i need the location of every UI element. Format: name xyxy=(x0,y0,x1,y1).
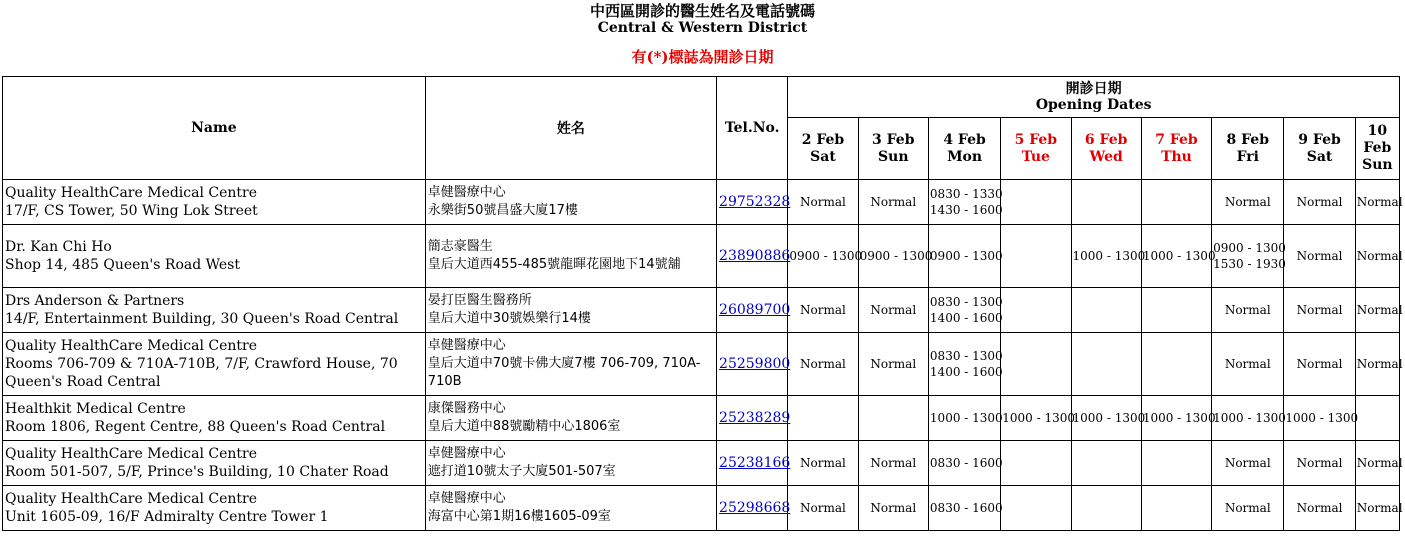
table-row xyxy=(3,396,1400,441)
opening-slot-cell xyxy=(1071,441,1141,486)
clinic-name-cell xyxy=(3,396,426,441)
opening-slot-cell xyxy=(1355,396,1399,441)
clinic-chinese-name-cell xyxy=(425,288,716,333)
tel-link[interactable]: 25238166 xyxy=(719,455,791,471)
clinic-address: Unit 1605-09, 16/F Admiralty Centre Tower 1 xyxy=(5,509,329,525)
clinic-chinese-name-cell xyxy=(425,225,716,288)
day-of-week: Fri xyxy=(1236,148,1259,165)
clinic-name: Healthkit Medical Centre xyxy=(5,401,186,417)
page-title-en: Central & Western District xyxy=(597,20,808,36)
opening-slot-cell xyxy=(928,225,1003,288)
clinic-name-cell xyxy=(3,333,426,396)
tel-cell xyxy=(717,396,791,441)
opening-slot-cell xyxy=(858,486,928,531)
opening-slot-cell xyxy=(1141,288,1211,333)
opening-slot-cell xyxy=(1071,180,1141,225)
opening-slot-cell xyxy=(1071,396,1146,441)
opening-slot-text: 0830 - 1300 xyxy=(929,295,1003,309)
opening-slot-cell xyxy=(1355,225,1403,288)
opening-slot-cell xyxy=(1071,486,1141,531)
opening-slot-text: Normal xyxy=(1356,303,1403,317)
opening-slot-cell xyxy=(1212,225,1284,288)
opening-slot-text: Normal xyxy=(1356,357,1403,371)
opening-slot-text: 0830 - 1300 xyxy=(929,349,1003,363)
clinic-name: Dr. Kan Chi Ho xyxy=(5,239,112,255)
opening-slot-text: Normal xyxy=(1296,195,1343,209)
opening-slot-text: Normal xyxy=(870,501,917,515)
day-header xyxy=(1141,118,1211,180)
opening-slot-cell xyxy=(788,441,858,486)
clinic-name: Quality HealthCare Medical Centre xyxy=(5,338,258,354)
opening-slot-cell xyxy=(1141,225,1216,288)
clinic-chinese-address: 皇后大道西455-485號龍暉花園地下14號舖 xyxy=(427,257,681,272)
tel-cell xyxy=(717,180,791,225)
day-date: 4 Feb xyxy=(943,131,986,148)
opening-slot-cell xyxy=(1212,288,1284,333)
clinic-name-cell xyxy=(3,441,426,486)
opening-slot-cell xyxy=(1284,225,1355,288)
table-row xyxy=(3,225,1400,288)
clinic-chinese-name-cell xyxy=(425,180,716,225)
opening-slot-cell xyxy=(788,333,858,396)
opening-slot-text: 1530 - 1930 xyxy=(1213,257,1286,271)
day-header xyxy=(1355,118,1399,180)
opening-slot-cell xyxy=(1212,396,1284,441)
opening-slot-cell xyxy=(1141,396,1216,441)
opening-slot-text: Normal xyxy=(800,456,846,470)
opening-slot-cell xyxy=(1001,486,1071,531)
opening-slot-text: 0830 - 1600 xyxy=(929,456,1003,470)
clinic-name: Drs Anderson & Partners xyxy=(5,293,185,309)
opening-slot-cell xyxy=(1001,225,1071,288)
opening-slot-cell xyxy=(1355,486,1403,531)
clinic-chinese-name: 卓健醫療中心 xyxy=(427,185,506,200)
clinic-chinese-address: 皇后大道中88號勵精中心1806室 xyxy=(427,419,621,434)
opening-slot-text: Normal xyxy=(800,357,846,371)
opening-slot-text: 1000 - 1300 xyxy=(1142,411,1216,425)
clinic-chinese-address: 海富中心第1期16樓1605-09室 xyxy=(427,509,611,524)
clinic-chinese-name: 卓健醫療中心 xyxy=(427,446,506,461)
opening-slot-text: 1400 - 1600 xyxy=(929,311,1003,325)
opening-slot-text: Normal xyxy=(800,195,846,209)
opening-slot-cell xyxy=(1355,180,1403,225)
tel-cell xyxy=(717,441,791,486)
clinic-table xyxy=(2,76,1403,531)
opening-slot-text: 1000 - 1300 xyxy=(929,411,1003,425)
day-header xyxy=(788,118,858,180)
opening-slot-text: 0900 - 1300 xyxy=(859,249,933,263)
opening-slot-cell xyxy=(1284,288,1355,333)
opening-slot-text: Normal xyxy=(1224,195,1271,209)
tel-link[interactable]: 25238289 xyxy=(719,410,791,426)
opening-slot-text: Normal xyxy=(1356,456,1403,470)
opening-slot-text: Normal xyxy=(1296,456,1343,470)
tel-cell xyxy=(717,333,791,396)
page-title-zh: 中西區開診的醫生姓名及電話號碼 xyxy=(589,2,815,20)
opening-slot-cell xyxy=(1355,288,1403,333)
col-header-name: Name xyxy=(3,77,426,180)
opening-slot-cell xyxy=(1001,333,1071,396)
clinic-chinese-address: 遮打道10號太子大廈501-507室 xyxy=(427,464,616,479)
clinic-address: Room 501-507, 5/F, Prince's Building, 10 Chater Road xyxy=(5,464,389,480)
table-row xyxy=(3,288,1400,333)
tel-cell xyxy=(717,288,791,333)
opening-slot-cell xyxy=(1001,396,1075,441)
clinic-chinese-name: 康傑醫務中心 xyxy=(427,401,506,416)
opening-slot-cell xyxy=(1212,180,1284,225)
clinic-table-body xyxy=(3,180,1403,531)
clinic-address: Shop 14, 485 Queen's Road West xyxy=(5,257,240,273)
opening-slot-text: Normal xyxy=(1296,501,1343,515)
opening-slot-text: 1000 - 1300 xyxy=(1285,411,1359,425)
clinic-chinese-address: 皇后大道中30號娛樂行14樓 xyxy=(427,311,591,326)
opening-slot-cell xyxy=(788,288,858,333)
opening-slot-text: Normal xyxy=(1224,357,1271,371)
clinic-name: Quality HealthCare Medical Centre xyxy=(5,446,258,462)
tel-cell xyxy=(717,225,791,288)
day-date: 10 Feb xyxy=(1363,123,1392,157)
clinic-address: Room 1806, Regent Centre, 88 Queen's Road Central xyxy=(5,419,386,435)
day-of-week: Tue xyxy=(1021,148,1050,165)
clinic-name-cell xyxy=(3,225,426,288)
opening-slot-cell xyxy=(858,441,928,486)
clinic-name: Quality HealthCare Medical Centre xyxy=(5,491,258,507)
clinic-name-cell xyxy=(3,288,426,333)
clinic-chinese-name-cell xyxy=(425,333,716,396)
tel-cell xyxy=(717,486,791,531)
opening-slot-text: 0830 - 1600 xyxy=(929,501,1003,515)
opening-note: 有(*)標誌為開診日期 xyxy=(631,48,774,66)
opening-slot-text: Normal xyxy=(800,501,846,515)
clinic-chinese-name-cell xyxy=(425,396,716,441)
opening-slot-cell xyxy=(858,333,928,396)
opening-slot-cell xyxy=(1071,333,1141,396)
day-header xyxy=(1071,118,1141,180)
opening-slot-text: 0900 - 1300 xyxy=(789,249,863,263)
opening-slot-text: 1000 - 1300 xyxy=(1002,411,1075,425)
opening-slot-text: Normal xyxy=(870,303,917,317)
clinic-chinese-name: 晏打臣醫生醫務所 xyxy=(427,293,532,308)
opening-slot-cell xyxy=(1141,333,1211,396)
table-row xyxy=(3,333,1400,396)
opening-slot-cell xyxy=(928,396,1003,441)
day-of-week: Sun xyxy=(1362,157,1393,174)
opening-slot-cell xyxy=(1284,180,1355,225)
day-of-week: Thu xyxy=(1161,148,1192,165)
opening-slot-text: Normal xyxy=(870,357,917,371)
day-header xyxy=(1001,118,1071,180)
clinic-address: 17/F, CS Tower, 50 Wing Lok Street xyxy=(5,203,258,219)
opening-slot-cell xyxy=(1284,441,1355,486)
day-header xyxy=(1284,118,1355,180)
clinic-chinese-name-cell xyxy=(425,486,716,531)
clinic-name-cell xyxy=(3,180,426,225)
opening-slot-text: Normal xyxy=(1356,501,1403,515)
tel-link[interactable]: 26089700 xyxy=(719,302,791,318)
opening-slot-text: 1000 - 1300 xyxy=(1213,411,1286,425)
day-of-week: Mon xyxy=(947,148,983,165)
clinic-chinese-address: 皇后大道中70號卡佛大廈7樓 706-709, 710A-710B xyxy=(427,356,701,389)
opening-slot-text: Normal xyxy=(1296,357,1343,371)
tel-link[interactable]: 25298668 xyxy=(719,500,791,516)
opening-slot-text: Normal xyxy=(1224,303,1271,317)
clinic-name: Quality HealthCare Medical Centre xyxy=(5,185,258,201)
tel-link[interactable]: 23890886 xyxy=(719,248,791,264)
opening-slot-cell xyxy=(928,180,1003,225)
col-header-opening-dates xyxy=(788,77,1400,118)
opening-slot-cell xyxy=(1212,333,1284,396)
opening-slot-cell xyxy=(928,333,1003,396)
opening-slot-text: Normal xyxy=(870,456,917,470)
opening-slot-cell xyxy=(1284,396,1359,441)
opening-slot-cell xyxy=(928,441,1003,486)
day-header xyxy=(1212,118,1284,180)
day-date: 2 Feb xyxy=(801,131,845,148)
opening-slot-text: 1000 - 1300 xyxy=(1142,249,1216,263)
opening-slot-cell xyxy=(1071,225,1146,288)
opening-slot-cell xyxy=(858,180,928,225)
opening-slot-cell xyxy=(1141,486,1211,531)
opening-slot-text: Normal xyxy=(1224,456,1271,470)
opening-slot-cell xyxy=(1284,333,1355,396)
day-of-week: Sat xyxy=(810,148,836,165)
day-of-week: Wed xyxy=(1089,148,1123,165)
day-of-week: Sat xyxy=(1306,148,1333,165)
opening-slot-text: 0830 - 1330 xyxy=(929,187,1003,201)
opening-slot-cell xyxy=(788,396,858,441)
day-date: 9 Feb xyxy=(1298,131,1341,148)
opening-slot-text: Normal xyxy=(1356,249,1403,263)
opening-slot-cell xyxy=(788,486,858,531)
opening-slot-text: 1000 - 1300 xyxy=(1072,249,1146,263)
day-header xyxy=(928,118,1000,180)
clinic-chinese-name: 簡志豪醫生 xyxy=(427,239,493,254)
day-header xyxy=(858,118,928,180)
clinic-chinese-name: 卓健醫療中心 xyxy=(427,491,506,506)
opening-slot-text: Normal xyxy=(1356,195,1403,209)
opening-slot-cell xyxy=(858,396,928,441)
day-of-week: Sun xyxy=(878,148,909,165)
opening-slot-cell xyxy=(1001,180,1071,225)
opening-slot-cell xyxy=(788,225,863,288)
opening-slot-text: Normal xyxy=(800,303,846,317)
opening-slot-cell xyxy=(928,486,1003,531)
opening-slot-cell xyxy=(1071,288,1141,333)
opening-slot-text: Normal xyxy=(1296,303,1343,317)
opening-slot-cell xyxy=(928,288,1003,333)
tel-link[interactable]: 29752328 xyxy=(719,194,791,210)
day-date: 6 Feb xyxy=(1084,131,1128,148)
opening-slot-cell xyxy=(1001,441,1071,486)
table-row xyxy=(3,180,1400,225)
day-date: 3 Feb xyxy=(872,131,915,148)
opening-dates-zh: 開診日期 xyxy=(1065,81,1122,98)
opening-slot-cell xyxy=(1355,333,1403,396)
opening-slot-text: 1400 - 1600 xyxy=(929,365,1003,379)
opening-slot-text: 0900 - 1300 xyxy=(929,249,1003,263)
opening-slot-cell xyxy=(1355,441,1403,486)
opening-slot-text: Normal xyxy=(870,195,917,209)
opening-slot-text: 1000 - 1300 xyxy=(1072,411,1146,425)
day-date: 5 Feb xyxy=(1014,131,1058,148)
opening-slot-cell xyxy=(1001,288,1071,333)
table-row xyxy=(3,441,1400,486)
opening-slot-cell xyxy=(858,288,928,333)
opening-slot-cell xyxy=(1284,486,1355,531)
opening-slot-text: Normal xyxy=(1224,501,1271,515)
opening-slot-text: 1430 - 1600 xyxy=(929,203,1003,217)
opening-slot-cell xyxy=(1212,486,1284,531)
opening-slot-cell xyxy=(858,225,933,288)
clinic-address: 14/F, Entertainment Building, 30 Queen's Road Central xyxy=(5,311,399,327)
clinic-address: Rooms 706-709 & 710A-710B, 7/F, Crawford House, 70 Queen's Road Central xyxy=(5,356,398,390)
day-date: 8 Feb xyxy=(1226,131,1269,148)
clinic-chinese-address: 永樂街50號昌盛大廈17樓 xyxy=(427,203,578,218)
opening-slot-cell xyxy=(1141,180,1211,225)
clinic-chinese-name: 卓健醫療中心 xyxy=(427,338,506,353)
opening-dates-en: Opening Dates xyxy=(1035,97,1152,114)
opening-slot-text: Normal xyxy=(1296,249,1343,263)
clinic-chinese-name-cell xyxy=(425,441,716,486)
col-header-tel: Tel.No. xyxy=(717,77,788,180)
clinic-name-cell xyxy=(3,486,426,531)
col-header-chinese-name: 姓名 xyxy=(425,77,716,180)
opening-slot-cell xyxy=(1212,441,1284,486)
table-row xyxy=(3,486,1400,531)
tel-link[interactable]: 25259800 xyxy=(719,356,791,372)
opening-slot-cell xyxy=(1141,441,1211,486)
day-date: 7 Feb xyxy=(1155,131,1198,148)
opening-slot-cell xyxy=(788,180,858,225)
opening-slot-text: 0900 - 1300 xyxy=(1213,241,1286,255)
